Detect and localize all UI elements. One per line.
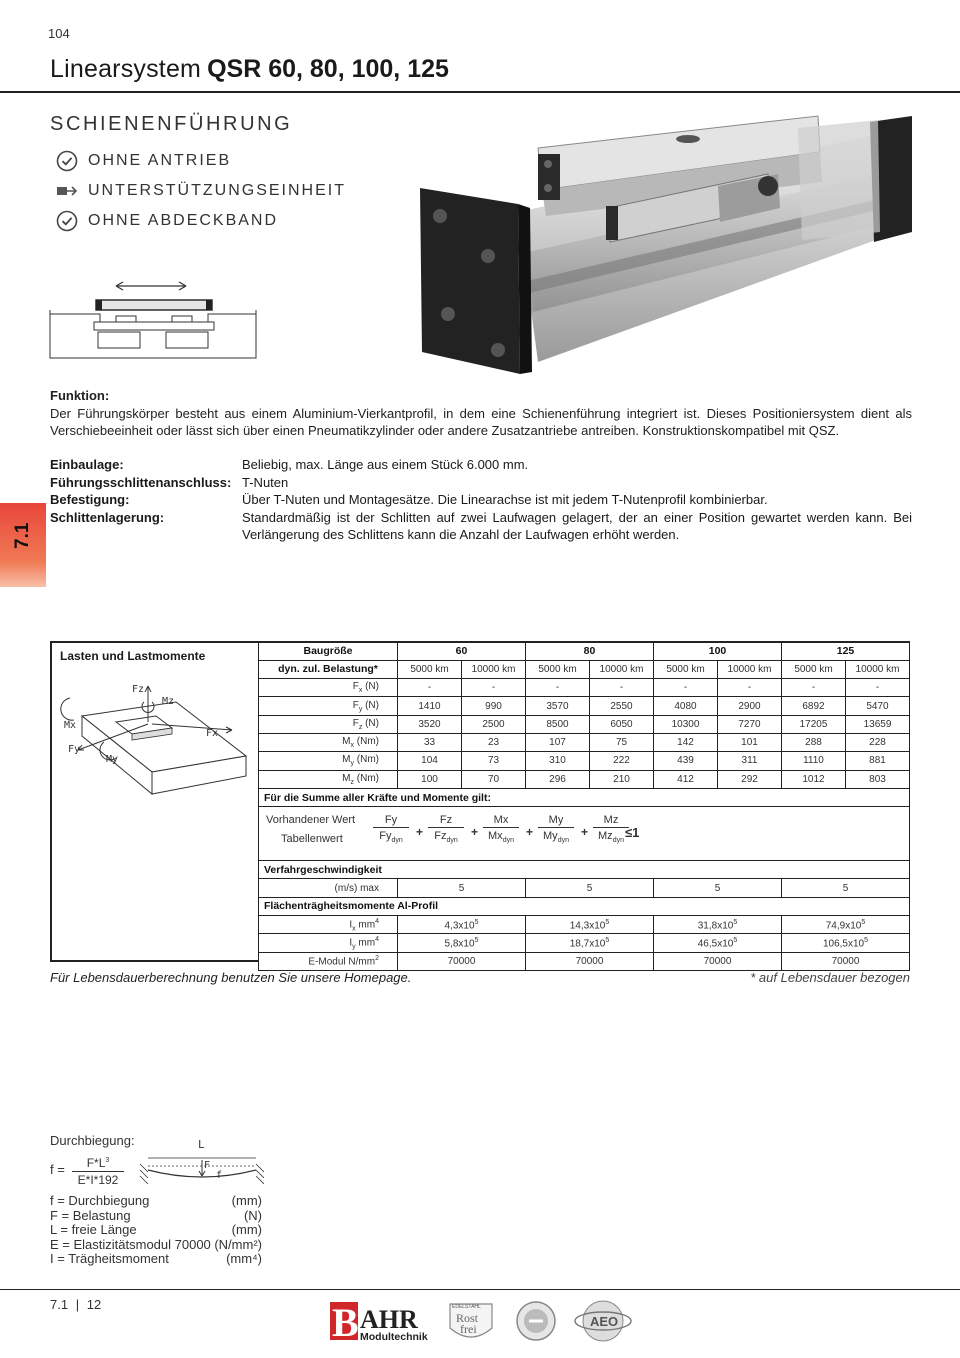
- legend-term: E = Elastizitätsmodul 70000: [50, 1236, 211, 1252]
- table-cell: 881: [846, 752, 910, 770]
- formula-fraction: [373, 814, 409, 844]
- feature-label: OHNE ANTRIEB: [88, 152, 232, 169]
- funktion-block: [50, 387, 912, 440]
- row-unit: (Nm): [354, 772, 379, 784]
- legend-unit: (mm): [231, 1193, 262, 1208]
- row-unit: mm: [355, 937, 376, 949]
- beam-deflection-diagram: [128, 1136, 264, 1188]
- diagram-F: F: [204, 1160, 211, 1171]
- rostfrei-top: EDELSTAHL: [452, 1304, 481, 1310]
- legend-unit: (mm⁴): [226, 1251, 262, 1266]
- footer-chapter: 7.1: [50, 1297, 69, 1312]
- den-text: My: [543, 829, 558, 842]
- table-cell: 7270: [718, 715, 782, 733]
- cell-mantissa: 4,3x10: [444, 919, 475, 931]
- chapter-tab: [0, 503, 46, 587]
- row-sub: z: [358, 723, 363, 731]
- cell-mantissa: 5,8x10: [444, 938, 475, 950]
- table-cell: [398, 916, 526, 934]
- row-sub: y: [352, 943, 356, 951]
- table-cell: 2900: [718, 697, 782, 715]
- spec-value: Beliebig, max. Länge aus einem Stück 6.000 mm.: [242, 457, 529, 472]
- label-fz: Fz: [132, 684, 145, 695]
- table-cell: 1110: [782, 752, 846, 770]
- row-unit: (N): [362, 717, 379, 729]
- table-cell: 100: [398, 770, 462, 788]
- table-cell: [526, 916, 654, 934]
- cross-section-drawing: [48, 278, 260, 362]
- table-row: [259, 934, 910, 952]
- verfahr-label: Verfahrgeschwindigkeit: [259, 861, 910, 879]
- logo-ahr: AHR: [360, 1305, 418, 1334]
- legend-line: [50, 1223, 262, 1238]
- table-cell: 803: [846, 770, 910, 788]
- feature-item: [56, 150, 231, 172]
- table-cell: 1410: [398, 697, 462, 715]
- den-sub: dyn: [391, 836, 403, 844]
- den-text: Fy: [379, 829, 392, 842]
- table-row: [259, 952, 910, 970]
- table-cell: 33: [398, 733, 462, 751]
- legend-line: [50, 1238, 262, 1253]
- check-circle-icon: [56, 210, 78, 232]
- cell-mantissa: 31,8x10: [697, 919, 734, 931]
- formula-result: ≤1: [625, 824, 640, 840]
- belastung-header: dyn. zul. Belastung*: [259, 660, 398, 678]
- row-sym: F: [352, 681, 359, 693]
- table-row: [259, 660, 910, 678]
- row-sup: 4: [375, 917, 379, 925]
- row-sym: I: [349, 918, 353, 930]
- numerator-sup: 3: [105, 1157, 110, 1164]
- fraction-denominator: [538, 828, 574, 844]
- table-row: [259, 861, 910, 879]
- verfahr-value: 5: [654, 879, 782, 897]
- formula-fraction: [593, 814, 629, 844]
- den-sub: dyn: [612, 836, 624, 844]
- summe-label: Für die Summe aller Kräfte und Momente gilt:: [259, 788, 910, 806]
- numerator-text: F*L: [86, 1156, 106, 1170]
- row-unit: (N): [362, 681, 379, 693]
- table-cell: 210: [590, 770, 654, 788]
- table-cell: 6050: [590, 715, 654, 733]
- emodul-value: 70000: [526, 952, 654, 970]
- row-unit: (Nm): [354, 754, 379, 766]
- footer-page-num: 12: [86, 1297, 102, 1312]
- fraction-numerator: Mx: [483, 814, 519, 828]
- tabellenwert: Tabellenwert: [281, 832, 343, 845]
- baugroesse-header: Baugröße: [259, 642, 398, 660]
- verfahr-value: 5: [782, 879, 910, 897]
- emodul-sup: 2: [375, 955, 379, 963]
- table-cell: 412: [654, 770, 718, 788]
- load-rows: [259, 679, 910, 789]
- label-my: My: [106, 754, 119, 765]
- table-row: [259, 697, 910, 715]
- verfahr-value: 5: [526, 879, 654, 897]
- product-photo: [418, 112, 914, 380]
- bahr-logo: [328, 1298, 434, 1344]
- aeo-text: AEO: [590, 1314, 619, 1329]
- table-cell: 104: [398, 752, 462, 770]
- label-fy: Fy: [68, 744, 81, 755]
- emodul-value: 70000: [398, 952, 526, 970]
- page-number: 104: [48, 26, 70, 41]
- emodul-value: 70000: [654, 952, 782, 970]
- cell-exponent: 5: [605, 918, 610, 926]
- footnote-left: Für Lebensdauerberechnung benutzen Sie unsere Homepage.: [50, 970, 412, 985]
- row-sub: x: [350, 742, 354, 750]
- row-label: [259, 916, 398, 934]
- fraction-numerator: Fy: [373, 814, 409, 828]
- legend-unit: (mm): [231, 1222, 262, 1237]
- legend-term: F = Belastung: [50, 1207, 131, 1223]
- km-header: 10000 km: [590, 660, 654, 678]
- cell-exponent: 5: [605, 936, 610, 944]
- table-cell: 5470: [846, 697, 910, 715]
- table-cell: 13659: [846, 715, 910, 733]
- aeo-logo: [572, 1298, 634, 1344]
- table-cell: [654, 916, 782, 934]
- table-cell: 4080: [654, 697, 718, 715]
- fraction-denominator: [593, 828, 629, 844]
- row-label: [259, 679, 398, 697]
- flaechen-label: Flächenträgheitsmomente Al-Profil: [259, 897, 910, 915]
- table-row: [259, 807, 910, 861]
- row-unit: (N): [362, 699, 379, 711]
- formula-fraction: [538, 814, 574, 844]
- label-fx: Fx: [206, 728, 219, 739]
- label-mz: Mz: [162, 696, 175, 707]
- diagram-f: f: [216, 1170, 223, 1181]
- vorhandener-wert: Vorhandener Wert: [266, 813, 356, 826]
- row-label: [259, 752, 398, 770]
- row-label: [259, 697, 398, 715]
- table-cell: 311: [718, 752, 782, 770]
- row-sub: y: [350, 760, 354, 768]
- table-cell: 292: [718, 770, 782, 788]
- row-sub: x: [352, 924, 356, 932]
- table-row: [259, 752, 910, 770]
- legend-term: I = Trägheitsmoment: [50, 1251, 169, 1266]
- rostfrei-badge: [446, 1298, 496, 1344]
- table-row: [259, 879, 910, 897]
- km-header: 10000 km: [462, 660, 526, 678]
- formula-plus: +: [526, 824, 534, 839]
- den-text: Mx: [488, 829, 503, 842]
- table-cell: -: [718, 679, 782, 697]
- table-cell: 296: [526, 770, 590, 788]
- row-sym: M: [342, 736, 351, 748]
- table-cell: 75: [590, 733, 654, 751]
- fraction-numerator: Mz: [593, 814, 629, 828]
- table-cell: -: [654, 679, 718, 697]
- footer-divider: [0, 1289, 960, 1290]
- cell-mantissa: 18,7x10: [569, 938, 606, 950]
- table-cell: 10300: [654, 715, 718, 733]
- durchbiegung-label: Durchbiegung:: [50, 1133, 135, 1148]
- cell-exponent: 5: [474, 918, 479, 926]
- table-cell: -: [782, 679, 846, 697]
- diagram-l: L: [198, 1138, 205, 1151]
- title-bold: QSR 60, 80, 100, 125: [207, 55, 449, 83]
- km-header: 5000 km: [782, 660, 846, 678]
- row-sup: 4: [375, 935, 379, 943]
- funktion-text: Der Führungskörper besteht aus einem Aluminium-Vierkantprofil, in dem eine Schienenführung integriert ist. Dieses Positioniersystem dient als Verschiebeeinheit oder lässt sich über einen Pneumatikzylinder oder andere Zusatzantriebe antreiben. Konstruktionskompatibel mit QSZ.: [50, 405, 912, 438]
- table-cell: [782, 934, 910, 952]
- arrow-right-icon: [56, 180, 78, 202]
- table-cell: 142: [654, 733, 718, 751]
- size-header: 80: [526, 642, 654, 660]
- row-label: [259, 715, 398, 733]
- check-circle-icon: [56, 150, 78, 172]
- fraction-denominator: [373, 828, 409, 844]
- verfahr-row-label: (m/s) max: [259, 879, 398, 897]
- table-cell: 3570: [526, 697, 590, 715]
- footer-sep: |: [75, 1297, 80, 1312]
- table-cell: 2500: [462, 715, 526, 733]
- inertia-rows: [259, 916, 910, 953]
- feature-item: [56, 180, 346, 202]
- formula-plus: +: [416, 824, 424, 839]
- row-label: [259, 733, 398, 751]
- formula-numerator: [72, 1156, 124, 1172]
- formula-plus: +: [471, 824, 479, 839]
- feature-label: OHNE ABDECKBAND: [88, 212, 279, 229]
- spec-value: T-Nuten: [242, 474, 289, 490]
- table-cell: 101: [718, 733, 782, 751]
- cell-exponent: 5: [864, 936, 869, 944]
- table-cell: 70: [462, 770, 526, 788]
- fraction-denominator: [428, 828, 464, 844]
- row-sym: F: [352, 699, 359, 711]
- row-sub: z: [350, 778, 354, 786]
- km-header: 10000 km: [718, 660, 782, 678]
- footer-page: [50, 1297, 101, 1312]
- km-header: 10000 km: [846, 660, 910, 678]
- fraction-numerator: Fz: [428, 814, 464, 828]
- row-sym: M: [342, 772, 351, 784]
- table-cell: [398, 934, 526, 952]
- emodul-text: E-Modul N/mm: [308, 956, 376, 968]
- formula-fraction: [428, 814, 464, 844]
- table-cell: 8500: [526, 715, 590, 733]
- formula-plus: +: [581, 824, 589, 839]
- emodul-value: 70000: [782, 952, 910, 970]
- legend-line: [50, 1252, 262, 1267]
- table-cell: 222: [590, 752, 654, 770]
- km-header: 5000 km: [654, 660, 718, 678]
- table-cell: 107: [526, 733, 590, 751]
- deflection-f-eq: f =: [50, 1162, 65, 1177]
- rostfrei-2: frei: [460, 1322, 477, 1336]
- table-cell: [654, 934, 782, 952]
- table-cell: 6892: [782, 697, 846, 715]
- title-light: Linearsystem: [50, 55, 202, 83]
- verfahr-value: 5: [398, 879, 526, 897]
- legend-line: [50, 1194, 262, 1209]
- row-sym: I: [349, 937, 353, 949]
- table-cell: -: [846, 679, 910, 697]
- row-label: [259, 770, 398, 788]
- den-sub: dyn: [557, 836, 569, 844]
- row-label: [259, 934, 398, 952]
- spec-label: Schlittenlagerung:: [50, 509, 165, 525]
- den-sub: dyn: [446, 836, 458, 844]
- table-cell: -: [398, 679, 462, 697]
- table-row: [259, 642, 910, 660]
- spec-value: Standardmäßig ist der Schlitten auf zwei Laufwagen gelagert, der an einer Position gewartet werden kann. Bei Verlängerung des Schlittens kann die Anzahl der Laufwagen erhöht werden.: [242, 509, 912, 542]
- table-row: [259, 733, 910, 751]
- table-cell: 23: [462, 733, 526, 751]
- table-cell: 3520: [398, 715, 462, 733]
- size-header: 100: [654, 642, 782, 660]
- spec-label: Befestigung:: [50, 492, 130, 507]
- row-sym: M: [342, 754, 351, 766]
- formula-denominator: E*I*192: [77, 1173, 119, 1187]
- sum-formula: [261, 808, 907, 860]
- table-row: [259, 715, 910, 733]
- table-row: [259, 770, 910, 788]
- row-sub: x: [358, 687, 363, 695]
- logo-b: B: [332, 1300, 359, 1344]
- spec-label: Führungsschlittenanschluss:: [50, 474, 232, 490]
- table-cell: -: [462, 679, 526, 697]
- deflection-formula: [72, 1156, 124, 1187]
- table-cell: 73: [462, 752, 526, 770]
- km-header: 5000 km: [398, 660, 462, 678]
- emodul-label: [259, 952, 398, 970]
- cell-exponent: 5: [861, 918, 866, 926]
- size-header: 125: [782, 642, 910, 660]
- table-cell: 288: [782, 733, 846, 751]
- table-row: [259, 788, 910, 806]
- table-cell: 439: [654, 752, 718, 770]
- table-cell: 17205: [782, 715, 846, 733]
- table-cell: [526, 934, 654, 952]
- load-diagram: [56, 678, 252, 796]
- load-table: [258, 641, 910, 971]
- cell-mantissa: 74,9x10: [825, 919, 862, 931]
- table-cell: -: [526, 679, 590, 697]
- logo-sub: Modultechnik: [360, 1331, 428, 1343]
- feature-label: UNTERSTÜTZUNGSEINHEIT: [88, 182, 346, 199]
- fraction-denominator: [483, 828, 519, 844]
- table-row: [259, 916, 910, 934]
- chapter-tab-label: 7.1: [12, 522, 33, 549]
- spec-value: Über T-Nuten und Montagesätze. Die Linearachse ist mit jedem T-Nutenprofil kombinierbar.: [242, 492, 768, 507]
- lasten-title: Lasten und Lastmomente: [60, 649, 206, 663]
- km-header: 5000 km: [526, 660, 590, 678]
- cell-mantissa: 106,5x10: [822, 938, 865, 950]
- legend-line: [50, 1209, 262, 1224]
- table-cell: 1012: [782, 770, 846, 788]
- cell-mantissa: 46,5x10: [697, 938, 734, 950]
- row-unit: (Nm): [354, 736, 379, 748]
- label-mx: Mx: [64, 720, 77, 731]
- fraction-numerator: My: [538, 814, 574, 828]
- footnote-right: * auf Lebensdauer bezogen: [750, 970, 910, 985]
- cell-exponent: 5: [474, 936, 479, 944]
- table-cell: 2550: [590, 697, 654, 715]
- table-cell: [782, 916, 910, 934]
- funktion-label: Funktion:: [50, 388, 110, 403]
- cell-exponent: 5: [733, 918, 738, 926]
- den-text: Fz: [434, 829, 447, 842]
- table-cell: 228: [846, 733, 910, 751]
- section-title: SCHIENENFÜHRUNG: [50, 113, 293, 135]
- feature-item: [56, 210, 278, 232]
- page-title: [50, 55, 449, 84]
- legend-term: L = freie Länge: [50, 1222, 137, 1237]
- table-row: [259, 679, 910, 697]
- row-sym: F: [352, 717, 359, 729]
- legend-unit: (N/mm²): [214, 1236, 262, 1252]
- formula-fraction: [483, 814, 519, 844]
- table-row: [259, 897, 910, 915]
- den-sub: dyn: [502, 836, 514, 844]
- certification-seal-icon: [514, 1300, 558, 1342]
- spec-label: Einbaulage:: [50, 457, 124, 472]
- size-header: 60: [398, 642, 526, 660]
- cell-mantissa: 14,3x10: [569, 919, 606, 931]
- legend-unit: (N): [243, 1207, 262, 1223]
- legend-term: f = Durchbiegung: [50, 1193, 150, 1208]
- table-cell: 990: [462, 697, 526, 715]
- title-divider: [0, 91, 960, 93]
- rostfrei-1: Rost: [456, 1311, 479, 1325]
- row-sub: y: [358, 705, 363, 713]
- cell-exponent: 5: [733, 936, 738, 944]
- table-cell: 310: [526, 752, 590, 770]
- table-cell: -: [590, 679, 654, 697]
- row-unit: mm: [355, 918, 376, 930]
- den-text: Mz: [598, 829, 613, 842]
